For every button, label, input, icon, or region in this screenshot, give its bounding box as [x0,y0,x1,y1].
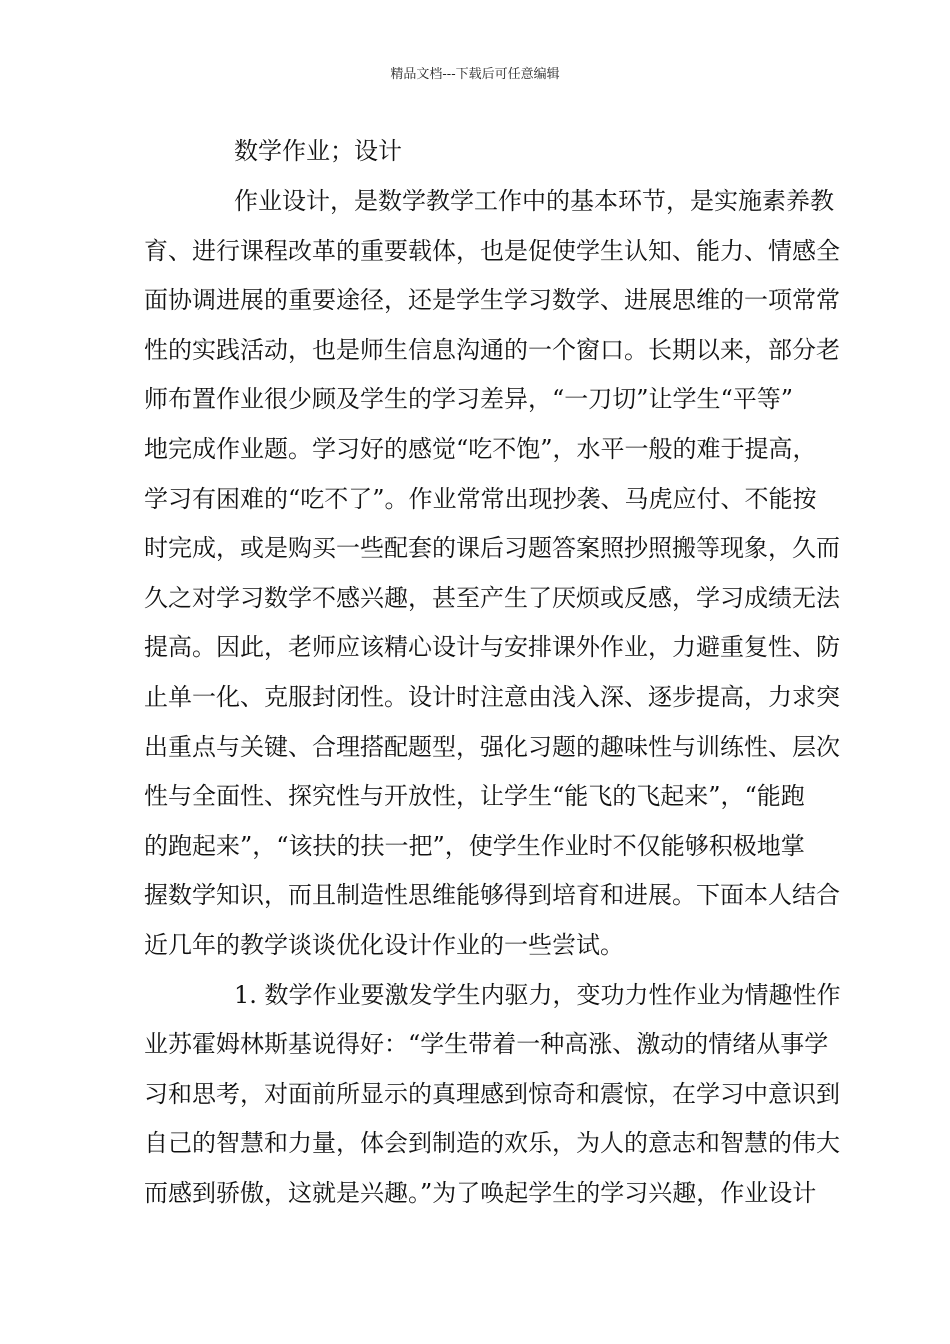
text-line: 习和思考，对面前所显示的真理感到惊奇和震惊，在学习中意识到 [144,1079,840,1108]
text-line: 性的实践活动，也是师生信息沟通的一个窗口。长期以来，部分老 [144,335,840,364]
text-line: 提高。因此，老师应该精心设计与安排课外作业，力避重复性、防 [144,633,840,662]
text-line: 近几年的教学谈谈优化设计作业的一些尝试。 [144,930,624,959]
text-line: 时完成，或是购买一些配套的课后习题答案照抄照搬等现象，久而 [144,534,840,563]
text-line: 作业设计，是数学教学工作中的基本环节，是实施素养教 [234,187,834,215]
page-header: 精品文档---下载后可任意编辑 [390,67,560,82]
text-line: 握数学知识，而且制造性思维能够得到培育和进展。下面本人结合 [144,881,840,910]
text-line: 止单一化、克服封闭性。设计时注意由浅入深、逐步提高，力求突 [144,682,840,711]
text-line: 育、进行课程改革的重要载体，也是促使学生认知、能力、情感全 [144,236,840,265]
text-line: 业苏霍姆林斯基说得好：“学生带着一种高涨、激动的情绪从事学 [144,1030,829,1059]
text-line: 的跑起来”，“该扶的扶一把”，使学生作业时不仅能够积极地掌 [144,831,805,860]
text-line: 地完成作业题。学习好的感觉“吃不饱”，水平一般的难于提高， [144,434,817,463]
text-line: 出重点与关键、合理搭配题型，强化习题的趣味性与训练性、层次 [144,732,840,761]
text-line: 面协调进展的重要途径，还是学生学习数学、进展思维的一项常常 [144,286,840,315]
text-line: 性与全面性、探究性与开放性，让学生“能飞的飞起来”，“能跑 [144,782,805,811]
list-item-line: 1. 数学作业要激发学生内驱力，变功力性作业为情趣性作 [234,980,841,1009]
text-line: 自己的智慧和力量，体会到制造的欢乐，为人的意志和智慧的伟大 [144,1129,840,1158]
document-body [0,183,950,1224]
text-line: 学习有困难的“吃不了”。作业常常出现抄袭、马虎应付、不能按 [144,484,817,513]
document-title: 数学作业；设计 [234,137,402,165]
text-line: 而感到骄傲，这就是兴趣。”为了唤起学生的学习兴趣，作业设计 [144,1178,817,1207]
text-line: 久之对学习数学不感兴趣，甚至产生了厌烦或反感，学习成绩无法 [144,583,840,612]
text-line: 师布置作业很少顾及学生的学习差异，“一刀切”让学生“平等” [144,385,794,414]
